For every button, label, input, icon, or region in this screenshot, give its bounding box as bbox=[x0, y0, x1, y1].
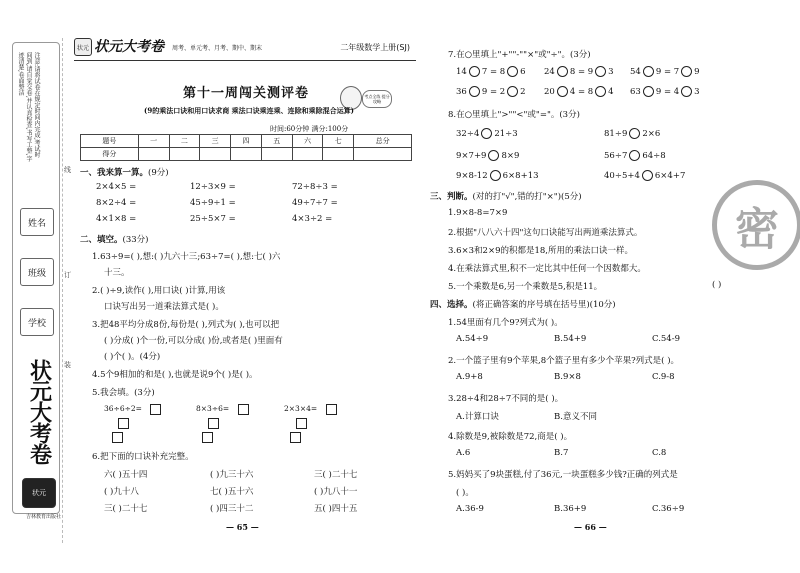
header-brand: 状元大考卷 bbox=[94, 39, 164, 55]
op-mid: 8 = 9 bbox=[569, 67, 594, 77]
fill-question-3: 3.把48平均分成8份,每份是( ),列式为( ),也可以把 bbox=[92, 320, 280, 330]
choice-option[interactable]: B.意义不同 bbox=[554, 412, 597, 422]
op-circle[interactable] bbox=[469, 86, 480, 97]
cut-line bbox=[62, 38, 63, 543]
judge-item: 3.6×3和2×9的积都是18,所用的乘法口诀一样。 bbox=[448, 246, 634, 256]
section-2-label: 二、填空。 bbox=[80, 235, 123, 245]
expr-3: 2×3×4= bbox=[284, 404, 318, 413]
calc-item: 72÷8÷3 = bbox=[292, 182, 338, 192]
op-item bbox=[544, 86, 614, 97]
school-field[interactable]: 学校 bbox=[20, 308, 54, 336]
strip-brand: 状元大考卷 bbox=[26, 358, 52, 464]
choice-question-4: 4.除数是9,被除数是72,商是( )。 bbox=[448, 432, 573, 442]
choice-option[interactable]: A.54÷9 bbox=[456, 334, 489, 344]
choice-option[interactable]: C.8 bbox=[652, 448, 667, 458]
answer-box[interactable] bbox=[326, 404, 337, 415]
op-circle[interactable] bbox=[595, 66, 606, 77]
choice-option[interactable]: C.36÷9 bbox=[652, 504, 685, 514]
section-3-instructions: (对的打"√",错的打"×")(5分) bbox=[472, 192, 582, 202]
mult-item: ( )九十八 bbox=[104, 487, 139, 497]
op-right: 3 bbox=[694, 87, 700, 97]
score-cell: 得分 bbox=[81, 148, 139, 161]
op-circle[interactable] bbox=[681, 86, 692, 97]
op-item bbox=[456, 66, 526, 77]
page-number-right: — 66 — bbox=[574, 522, 607, 532]
section-4-instructions: (将正确答案的序号填在括号里)(10分) bbox=[472, 300, 616, 310]
score-cell: 五 bbox=[261, 135, 292, 148]
answer-box[interactable] bbox=[118, 418, 129, 429]
fill-question-2: 2.( )÷9,读作( ),用口诀( )计算,用该 bbox=[92, 286, 226, 296]
question-8: 8.在○里填上">""<"或"="。(3分) bbox=[448, 110, 580, 120]
compare-left: 32÷4 bbox=[456, 129, 480, 139]
op-circle[interactable] bbox=[681, 66, 692, 77]
section-4-title bbox=[430, 298, 616, 310]
op-circle[interactable] bbox=[557, 66, 568, 77]
score-cell: 三 bbox=[200, 135, 231, 148]
fill-question-3-cont2: ( )个( )。(4分) bbox=[104, 352, 161, 362]
section-1-title bbox=[80, 166, 169, 178]
compare-circle[interactable] bbox=[629, 128, 640, 139]
fill-question-1-cont: 十三。 bbox=[104, 268, 130, 278]
section-4-label: 四、选择。 bbox=[430, 300, 473, 310]
op-circle[interactable] bbox=[469, 66, 480, 77]
mult-item: ( )四三十二 bbox=[210, 504, 254, 514]
choice-option[interactable]: B.7 bbox=[554, 448, 569, 458]
score-cell: 题号 bbox=[81, 135, 139, 148]
compare-right: 6×4+7 bbox=[654, 171, 686, 181]
judge-item: 2.根据"八八六十四"这句口诀能写出两道乘法算式。 bbox=[448, 228, 643, 238]
section-2-title bbox=[80, 233, 148, 245]
score-cell: 二 bbox=[169, 135, 200, 148]
expr-2: 8×3÷6= bbox=[196, 404, 230, 413]
op-left: 24 bbox=[544, 67, 555, 77]
answer-box[interactable] bbox=[290, 432, 301, 443]
calc-item: 12÷3×9 = bbox=[190, 182, 236, 192]
compare-right: 8×9 bbox=[501, 151, 520, 161]
op-mid: 9 = 4 bbox=[655, 87, 680, 97]
op-circle[interactable] bbox=[595, 86, 606, 97]
score-value-row bbox=[81, 148, 412, 161]
page-title: 第十一周闯关测评卷 bbox=[182, 86, 309, 101]
op-right: 4 bbox=[608, 87, 614, 97]
compare-right: 64÷8 bbox=[642, 151, 666, 161]
choice-option[interactable]: A.6 bbox=[456, 448, 471, 458]
op-left: 36 bbox=[456, 87, 467, 97]
op-mid: 9 = 7 bbox=[655, 67, 680, 77]
score-cell: 一 bbox=[138, 135, 169, 148]
fill-question-3-cont: ( )分成( )个一份,可以分成( )份,或者是( )里面有 bbox=[104, 336, 283, 346]
cut-label-3: 装 bbox=[64, 361, 71, 369]
op-item bbox=[544, 66, 614, 77]
compare-item bbox=[456, 170, 539, 181]
calc-item: 49÷7÷7 = bbox=[292, 198, 338, 208]
compare-left: 40÷5+4 bbox=[604, 171, 640, 181]
mult-item: 七( )五十六 bbox=[210, 487, 254, 497]
compare-circle[interactable] bbox=[481, 128, 492, 139]
mult-item: ( )九八十一 bbox=[314, 487, 358, 497]
compare-circle[interactable] bbox=[490, 170, 501, 181]
section-1-points: (9分) bbox=[148, 168, 169, 178]
score-input[interactable] bbox=[200, 148, 231, 161]
section-2-points: (33分) bbox=[122, 235, 149, 245]
answer-box[interactable] bbox=[296, 418, 307, 429]
op-right: 9 bbox=[694, 67, 700, 77]
question-7: 7.在○里填上"+""-""×"或"÷"。(3分) bbox=[448, 50, 591, 60]
op-circle[interactable] bbox=[643, 86, 654, 97]
op-right: 2 bbox=[520, 87, 526, 97]
score-cell: 七 bbox=[323, 135, 354, 148]
choice-question-2: 2.一个篮子里有9个苹果,8个篮子里有多少个苹果?列式是( )。 bbox=[448, 356, 680, 366]
section-3-title bbox=[430, 190, 582, 202]
answer-box[interactable] bbox=[150, 404, 161, 415]
op-circle[interactable] bbox=[643, 66, 654, 77]
op-left: 14 bbox=[456, 67, 467, 77]
op-mid: 7 = 8 bbox=[481, 67, 506, 77]
op-circle[interactable] bbox=[507, 66, 518, 77]
score-input[interactable] bbox=[261, 148, 292, 161]
choice-option[interactable]: A.计算口诀 bbox=[456, 412, 499, 422]
header-grade: 二年级数学上册(SJ) bbox=[340, 43, 410, 52]
compare-left: 9×7+9 bbox=[456, 151, 487, 161]
op-mid: 9 = 2 bbox=[481, 87, 506, 97]
score-input[interactable] bbox=[169, 148, 200, 161]
op-right: 3 bbox=[608, 67, 614, 77]
page-number-left: — 65 — bbox=[226, 522, 259, 532]
expr-1: 36÷6÷2= bbox=[104, 404, 142, 413]
calc-item: 25÷5×7 = bbox=[190, 214, 236, 224]
fill-question-5: 5.我会填。(3分) bbox=[92, 388, 155, 398]
calc-item: 8×2÷4 = bbox=[96, 198, 137, 208]
score-cell: 总分 bbox=[354, 135, 412, 148]
choice-option[interactable]: B.36+9 bbox=[554, 504, 587, 514]
strip-logo: 状元 bbox=[22, 478, 56, 508]
choice-question-5: 5.妈妈买了9块蛋糕,付了36元,一块蛋糕多少钱?正确的列式是 bbox=[448, 470, 678, 480]
score-header-row bbox=[81, 135, 412, 148]
choice-question-1: 1.54里面有几个9?列式为( )。 bbox=[448, 318, 563, 328]
choice-option[interactable]: C.54-9 bbox=[652, 334, 680, 344]
choice-question-5-cont: ( )。 bbox=[456, 488, 474, 498]
calc-item: 45÷9÷1 = bbox=[190, 198, 236, 208]
page-header bbox=[74, 34, 416, 61]
time-info: 时间:60分钟 满分:100分 bbox=[270, 125, 349, 133]
score-input[interactable] bbox=[138, 148, 169, 161]
cut-label-2: 订 bbox=[64, 271, 71, 279]
compare-item bbox=[604, 128, 660, 139]
answer-box[interactable] bbox=[202, 432, 213, 443]
op-mid: 4 = 8 bbox=[569, 87, 594, 97]
compare-item bbox=[604, 170, 685, 181]
mult-item: 五( )四十五 bbox=[314, 504, 358, 514]
binding-strip bbox=[0, 0, 70, 573]
choice-option[interactable]: A.9+8 bbox=[456, 372, 483, 382]
fill-question-4: 4.5个9相加的和是( ),也就是说9个( )是( )。 bbox=[92, 370, 258, 380]
mult-item: 六( )五十四 bbox=[104, 470, 148, 480]
choice-option[interactable]: B.9×8 bbox=[554, 372, 581, 382]
choice-option[interactable]: A.36-9 bbox=[456, 504, 484, 514]
compare-circle[interactable] bbox=[629, 150, 640, 161]
compare-item bbox=[456, 128, 518, 139]
mult-item: ( )九三十六 bbox=[210, 470, 254, 480]
op-right: 6 bbox=[520, 67, 526, 77]
header-logo-icon: 状元 bbox=[74, 38, 92, 56]
judge-item: 1.9×8-8=7×9 bbox=[448, 208, 508, 218]
fill-question-6: 6.把下面的口诀补充完整。 bbox=[92, 452, 194, 462]
op-left: 63 bbox=[630, 87, 641, 97]
mascot-badge: 考点全练 提分攻略 bbox=[362, 90, 392, 108]
page-subtitle: (9的乘法口诀和用口诀求商 乘法口诀乘连乘、连除和乘除混合运算) bbox=[144, 106, 354, 115]
compare-right: 2×6 bbox=[642, 129, 661, 139]
section-3-label: 三、判断。 bbox=[430, 192, 473, 202]
choice-option[interactable]: B.54+9 bbox=[554, 334, 587, 344]
score-input[interactable] bbox=[323, 148, 354, 161]
compare-right: 6×8+13 bbox=[502, 171, 539, 181]
compare-circle[interactable] bbox=[488, 150, 499, 161]
answer-box[interactable] bbox=[208, 418, 219, 429]
score-cell: 四 bbox=[231, 135, 262, 148]
section-1-label: 一、我来算一算。 bbox=[80, 168, 149, 178]
score-input[interactable] bbox=[354, 148, 412, 161]
judge-item: 5.一个乘数是6,另一个乘数是5,积是11。 bbox=[448, 282, 603, 292]
answer-box[interactable] bbox=[112, 432, 123, 443]
op-left: 54 bbox=[630, 67, 641, 77]
op-circle[interactable] bbox=[557, 86, 568, 97]
fill-question-1: 1.63÷9=( ),想:( )九六十三;63÷7=( ),想:七( )六 bbox=[92, 252, 281, 262]
compare-left: 81÷9 bbox=[604, 129, 628, 139]
publisher: 吉林教育出版社 bbox=[26, 514, 62, 520]
judge-answer-blank[interactable]: ( ) bbox=[712, 280, 722, 290]
compare-item bbox=[604, 150, 666, 161]
op-item bbox=[456, 86, 526, 97]
class-field[interactable]: 班级 bbox=[20, 258, 54, 286]
seal-stamp: 密 bbox=[712, 180, 800, 270]
mult-item: 三( )二十七 bbox=[104, 504, 148, 514]
op-item bbox=[630, 66, 700, 77]
calc-item: 2×4×5 = bbox=[96, 182, 137, 192]
calc-item: 4×1×8 = bbox=[96, 214, 137, 224]
score-input[interactable] bbox=[231, 148, 262, 161]
header-subtitle: 周考、单元考、月考、期中、期末 bbox=[172, 45, 263, 52]
choice-option[interactable]: C.9-8 bbox=[652, 372, 675, 382]
compare-left: 56÷7 bbox=[604, 151, 628, 161]
name-field[interactable]: 姓名 bbox=[20, 208, 54, 236]
compare-item bbox=[456, 150, 519, 161]
score-input[interactable] bbox=[292, 148, 323, 161]
op-item bbox=[630, 86, 700, 97]
op-circle[interactable] bbox=[507, 86, 518, 97]
compare-circle[interactable] bbox=[642, 170, 653, 181]
score-cell: 六 bbox=[292, 135, 323, 148]
cut-label-1: 线 bbox=[64, 166, 71, 174]
calc-item: 4×3÷2 = bbox=[292, 214, 333, 224]
compare-left: 9×8-12 bbox=[456, 171, 488, 181]
op-left: 20 bbox=[544, 87, 555, 97]
score-table bbox=[80, 134, 412, 161]
strip-notice: 注意:请将试卷在规定时间内完成,考试时间到,请自觉交卷,并认真检查,书写工整,字迹清楚,卷面整洁 bbox=[17, 52, 40, 162]
fill-question-2-cont: 口诀写出另一道乘法算式是( )。 bbox=[104, 302, 224, 312]
compare-right: 21÷3 bbox=[494, 129, 518, 139]
judge-item: 4.在乘法算式里,积不一定比其中任何一个因数都大。 bbox=[448, 264, 646, 274]
answer-box[interactable] bbox=[238, 404, 249, 415]
mult-item: 三( )二十七 bbox=[314, 470, 358, 480]
choice-question-3: 3.28÷4和28÷7不同的是( )。 bbox=[448, 394, 564, 404]
